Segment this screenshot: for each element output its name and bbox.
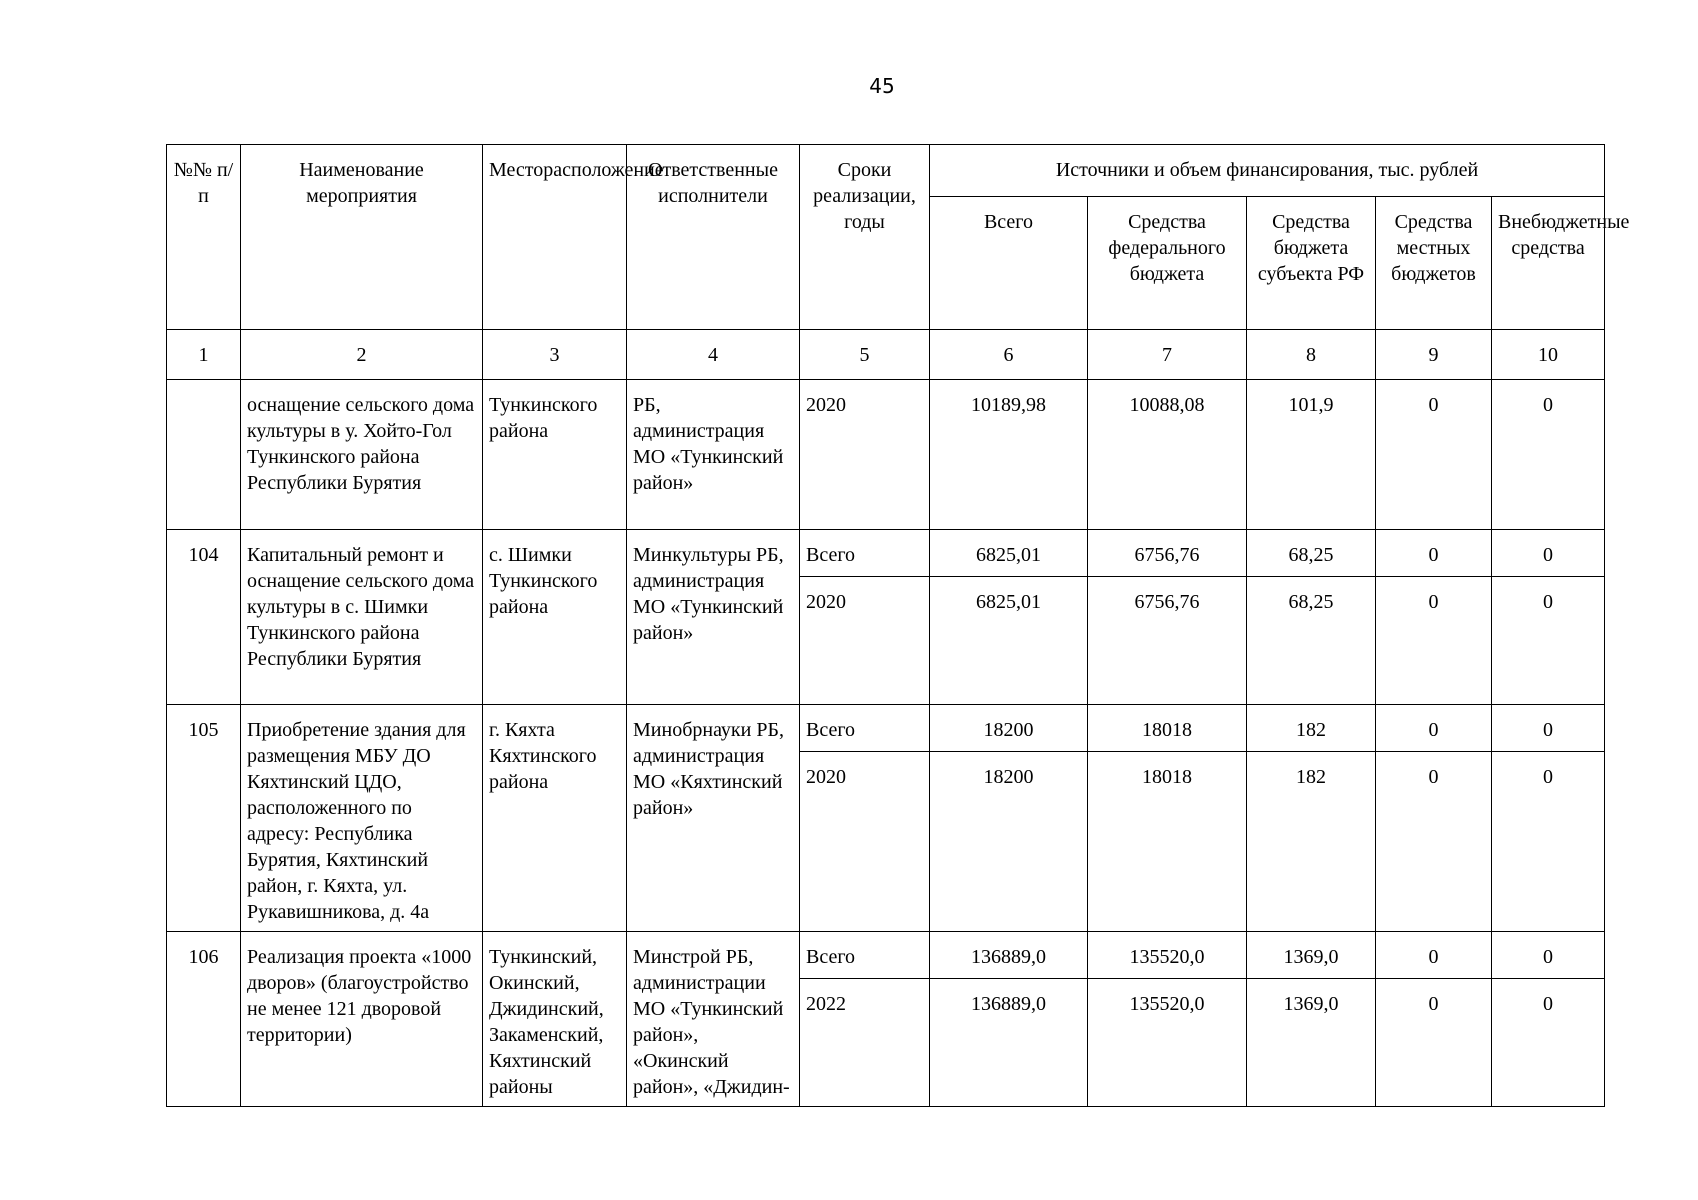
row-location: с. Шимки Тункинского района	[483, 530, 627, 705]
row-number: 105	[167, 705, 241, 932]
row-regional: 1369,0	[1247, 932, 1376, 979]
row-local: 0	[1376, 530, 1492, 577]
row-total: 6825,01	[930, 577, 1088, 705]
row-federal: 18018	[1088, 752, 1247, 932]
funding-table	[166, 144, 1630, 1107]
column-index: 7	[1088, 330, 1247, 380]
row-name: Капитальный ремонт и оснащение сельского дома культуры в с. Шимки Тункинского района Республики Бурятия	[241, 530, 483, 705]
row-responsible: Минкультуры РБ, администрация МО «Тункинский район»	[627, 530, 800, 705]
row-responsible: Минстрой РБ, администрации МО «Тункинский район», «Окинский район», «Джидин-	[627, 932, 800, 1107]
row-local: 0	[1376, 380, 1492, 530]
row-regional: 1369,0	[1247, 979, 1376, 1107]
header-regional: Средства бюджета субъекта РФ	[1247, 196, 1376, 329]
row-extra: 0	[1492, 577, 1605, 705]
row-total: 10189,98	[930, 380, 1088, 530]
row-total: 136889,0	[930, 932, 1088, 979]
column-index: 2	[241, 330, 483, 380]
row-name: Реализация проекта «1000 дворов» (благоустройство не менее 121 дворовой территории)	[241, 932, 483, 1107]
row-responsible: РБ, администрация МО «Тункинский район»	[627, 380, 800, 530]
row-extra: 0	[1492, 705, 1605, 752]
row-local: 0	[1376, 705, 1492, 752]
row-period: Всего	[800, 932, 930, 979]
row-regional: 101,9	[1247, 380, 1376, 530]
row-number: 106	[167, 932, 241, 1107]
header-period: Сроки реализации, годы	[800, 145, 930, 330]
row-extra: 0	[1492, 979, 1605, 1107]
row-regional: 182	[1247, 705, 1376, 752]
row-location: Тункинский, Окинский, Джидинский, Закаменский, Кяхтинский районы	[483, 932, 627, 1107]
column-index-row	[167, 330, 1605, 380]
row-period: Всего	[800, 530, 930, 577]
header-name: Наименование мероприятия	[241, 145, 483, 330]
row-extra: 0	[1492, 752, 1605, 932]
row-responsible: Минобрнауки РБ, администрация МО «Кяхтинский район»	[627, 705, 800, 932]
row-regional: 182	[1247, 752, 1376, 932]
row-location: Тункинского района	[483, 380, 627, 530]
row-regional: 68,25	[1247, 577, 1376, 705]
row-period: 2020	[800, 380, 930, 530]
column-index: 4	[627, 330, 800, 380]
header-funding-group: Источники и объем финансирования, тыс. рублей	[930, 145, 1605, 197]
row-federal: 18018	[1088, 705, 1247, 752]
table-row	[167, 530, 1605, 577]
row-extra: 0	[1492, 932, 1605, 979]
header-num: №№ п/п	[167, 145, 241, 330]
row-local: 0	[1376, 752, 1492, 932]
row-federal: 6756,76	[1088, 530, 1247, 577]
page-number: 45	[869, 74, 895, 98]
row-total: 6825,01	[930, 530, 1088, 577]
row-total: 18200	[930, 705, 1088, 752]
column-index: 8	[1247, 330, 1376, 380]
row-name: оснащение сельского дома культуры в у. Хойто-Гол Тункинского района Республики Бурятия	[241, 380, 483, 530]
column-index: 3	[483, 330, 627, 380]
header-local: Средства местных бюджетов	[1376, 196, 1492, 329]
row-local: 0	[1376, 932, 1492, 979]
row-total: 136889,0	[930, 979, 1088, 1107]
row-federal: 135520,0	[1088, 932, 1247, 979]
column-index: 6	[930, 330, 1088, 380]
row-local: 0	[1376, 577, 1492, 705]
row-period: 2020	[800, 752, 930, 932]
header-total: Всего	[930, 196, 1088, 329]
row-federal: 10088,08	[1088, 380, 1247, 530]
column-index: 5	[800, 330, 930, 380]
row-federal: 6756,76	[1088, 577, 1247, 705]
row-number: 104	[167, 530, 241, 705]
row-local: 0	[1376, 979, 1492, 1107]
column-index: 10	[1492, 330, 1605, 380]
column-index: 9	[1376, 330, 1492, 380]
column-index: 1	[167, 330, 241, 380]
row-federal: 135520,0	[1088, 979, 1247, 1107]
table-row	[167, 380, 1605, 530]
row-name: Приобретение здания для размещения МБУ ДО Кяхтинский ЦДО, расположенного по адресу: Республика Бурятия, Кяхтинский район, г. Кяхта, ул. Рукавишникова, д. 4а	[241, 705, 483, 932]
header-extra: Внебюджетные средства	[1492, 196, 1605, 329]
table-row	[167, 932, 1605, 979]
row-location: г. Кяхта Кяхтинского района	[483, 705, 627, 932]
row-extra: 0	[1492, 380, 1605, 530]
header-location: Месторасположение	[483, 145, 627, 330]
row-number	[167, 380, 241, 530]
row-period: 2022	[800, 979, 930, 1107]
header-federal: Средства федерального бюджета	[1088, 196, 1247, 329]
table-row	[167, 705, 1605, 752]
row-extra: 0	[1492, 530, 1605, 577]
row-total: 18200	[930, 752, 1088, 932]
row-period: 2020	[800, 577, 930, 705]
row-regional: 68,25	[1247, 530, 1376, 577]
row-period: Всего	[800, 705, 930, 752]
header-responsible: Ответственные исполнители	[627, 145, 800, 330]
